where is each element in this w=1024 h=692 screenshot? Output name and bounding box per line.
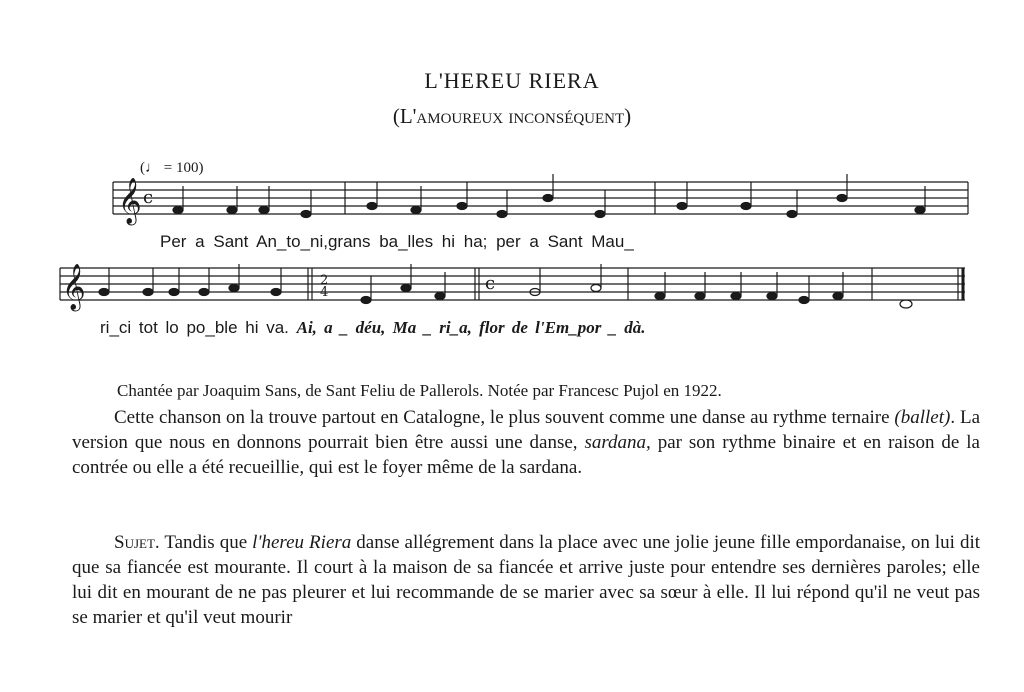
lyrics-line-2 (100, 318, 646, 338)
svg-text:4: 4 (320, 285, 329, 300)
lyrics-line-1: Per a Sant An_to_ni,grans ba_lles hi ha; per a Sant Mau_ (160, 232, 634, 251)
svg-text:c: c (143, 187, 154, 208)
song-title: L'HEREU RIERA (424, 68, 600, 93)
tempo-marking: (♩ = 100) (140, 160, 204, 176)
svg-text:𝄞: 𝄞 (118, 178, 142, 224)
paragraph-subject (72, 530, 980, 630)
para1-text-a: Cette chanson on la trouve partout en Catalogne, le plus souvent comme une danse au rythme ternaire (114, 407, 895, 428)
para1-italic-a: (ballet) (894, 407, 951, 428)
lyrics-line-2-plain: ri_ci tot lo po_ble hi va. (100, 318, 289, 337)
para2-label: Sujet. (114, 532, 160, 553)
notes-line-1 (173, 174, 925, 218)
song-subtitle: (L'amoureux inconséquent) (392, 104, 632, 128)
treble-clef-icon-2 (62, 264, 495, 312)
para2-italic-a: l'hereu Riera (252, 532, 352, 553)
notes-line-2 (99, 264, 912, 308)
attribution: Chantée par Joaquim Sans, de Sant Feliu de Pallerols. Notée par Francesc Pujol en 1922. (117, 381, 722, 400)
para1-italic-b: sardana, (584, 432, 651, 453)
svg-text:𝄞: 𝄞 (62, 264, 86, 310)
treble-clef-icon (118, 178, 153, 226)
svg-text:c: c (485, 273, 496, 294)
lyrics-line-2-italic: Ai, a _ déu, Ma _ ri_a, flor de l'Em_por _ dà. (296, 318, 646, 337)
paragraph-description (72, 405, 980, 480)
para2-text-a: Tandis que (159, 532, 253, 553)
svg-text:2: 2 (320, 273, 329, 288)
para1-text-c: par son rythme binaire et en raison de la contrée ou elle a été recueillie, qui est le foyer même de la sardana. (72, 432, 980, 478)
para2-text-b: danse allégrement dans la place avec une jolie jeune fille empordanaise, on lui dit que sa fiancée est mourante. Il court à la maison de sa fiancée et arrive juste pour entendre ses dernières paroles; elle lui dit en mourant de ne pas pleurer et lui recommande de se marier avec sa sœur à elle. Il lui répond qu'il ne veut pas se marier et qu'il veut mourir (72, 532, 981, 628)
staff-line-2 (60, 268, 965, 300)
para1-text-b: . La version que nous en donnons pourrait bien être aussi une danse, (72, 407, 980, 453)
